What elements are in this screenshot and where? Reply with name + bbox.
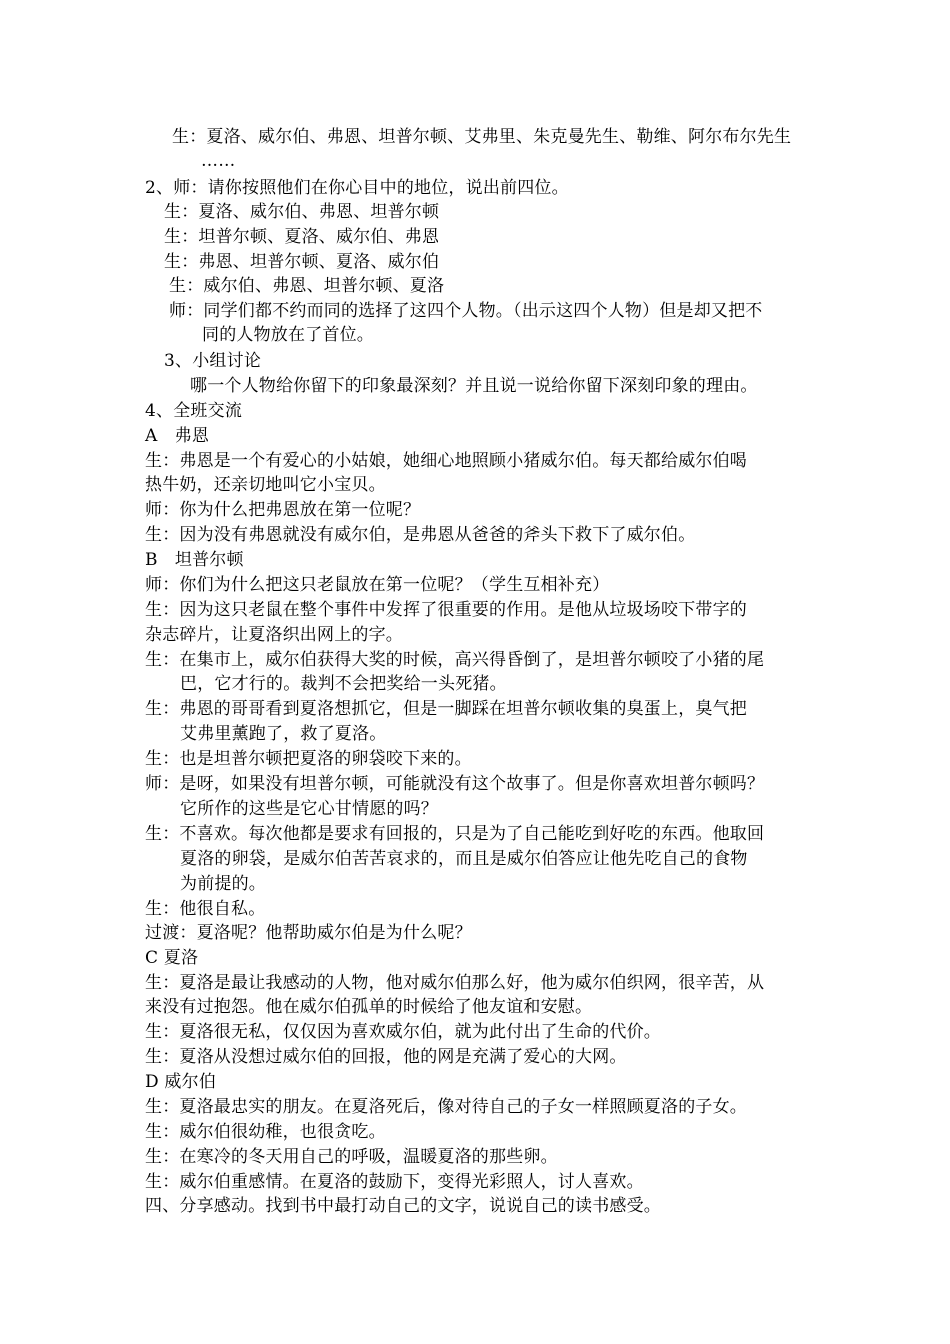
text-line: 生：坦普尔顿、夏洛、威尔伯、弗恩 [164, 227, 440, 247]
text-line: 生：因为没有弗恩就没有威尔伯，是弗恩从爸爸的斧头下救下了威尔伯。 [145, 525, 696, 545]
text-line: 生：威尔伯、弗恩、坦普尔顿、夏洛 [169, 276, 445, 296]
text-line: 师：是呀，如果没有坦普尔顿，可能就没有这个故事了。但是你喜欢坦普尔顿吗？ [145, 774, 765, 794]
text-line: 生：威尔伯重感情。在夏洛的鼓励下，变得光彩照人，讨人喜欢。 [145, 1172, 644, 1192]
text-line: 杂志碎片，让夏洛织出网上的字。 [145, 625, 403, 645]
text-line: 它所作的这些是它心甘情愿的吗？ [180, 799, 438, 819]
text-line: 生：在寒冷的冬天用自己的呼吸，温暖夏洛的那些卵。 [145, 1147, 558, 1167]
sub-heading: A 弗恩 [145, 426, 210, 446]
text-line: 生：也是坦普尔顿把夏洛的卵袋咬下来的。 [145, 749, 472, 769]
text-line: 夏洛的卵袋，是威尔伯苦苦哀求的，而且是威尔伯答应让他先吃自己的食物 [180, 849, 748, 869]
text-line: 生：不喜欢。每次他都是要求有回报的，只是为了自己能吃到好吃的东西。他取回 [145, 824, 765, 844]
text-line: 生：夏洛是最让我感动的人物，他对威尔伯那么好，他为威尔伯织网，很辛苦，从 [145, 973, 765, 993]
text-line: 艾弗里薰跑了，救了夏洛。 [180, 724, 387, 744]
section-heading: 4、全班交流 [145, 401, 243, 421]
text-line: 师：你们为什么把这只老鼠放在第一位呢？（学生互相补充） [145, 575, 610, 595]
text-line: 生：他很自私。 [145, 899, 266, 919]
text-line: 哪一个人物给你留下的印象最深刻？并且说一说给你留下深刻印象的理由。 [190, 376, 758, 396]
text-line: 热牛奶，还亲切地叫它小宝贝。 [145, 475, 386, 495]
text-line: 生：弗恩的哥哥看到夏洛想抓它，但是一脚踩在坦普尔顿收集的臭蛋上，臭气把 [145, 699, 747, 719]
sub-heading: B 坦普尔顿 [145, 550, 244, 570]
section-heading: 四、分享感动。找到书中最打动自己的文字，说说自己的读书感受。 [145, 1196, 661, 1216]
text-line: 为前提的。 [180, 874, 266, 894]
text-line: 生：夏洛、威尔伯、弗恩、坦普尔顿、艾弗里、朱克曼先生、勒维、阿尔布尔先生 [172, 127, 792, 147]
text-line: …… [201, 151, 236, 171]
text-line: 生：因为这只老鼠在整个事件中发挥了很重要的作用。是他从垃圾场咬下带字的 [145, 600, 747, 620]
text-line: 生：夏洛最忠实的朋友。在夏洛死后，像对待自己的子女一样照顾夏洛的子女。 [145, 1097, 747, 1117]
section-heading: 3、小组讨论 [164, 351, 262, 371]
text-line: 生：夏洛从没想过威尔伯的回报，他的网是充满了爱心的大网。 [145, 1047, 627, 1067]
text-line: 生：夏洛、威尔伯、弗恩、坦普尔顿 [164, 202, 440, 222]
text-line: 同的人物放在了首位。 [202, 325, 374, 345]
sub-heading: D 威尔伯 [145, 1072, 217, 1092]
text-line: 生：在集市上，威尔伯获得大奖的时候，高兴得昏倒了，是坦普尔顿咬了小猪的尾 [145, 650, 765, 670]
text-line: 师：同学们都不约而同的选择了这四个人物。（出示这四个人物）但是却又把不 [169, 301, 763, 321]
text-line: 师：你为什么把弗恩放在第一位呢？ [145, 500, 421, 520]
text-line: 来没有过抱怨。他在威尔伯孤单的时候给了他友谊和安慰。 [145, 997, 593, 1017]
text-line: 2、师：请你按照他们在你心目中的地位，说出前四位。 [145, 178, 569, 198]
text-line: 巴，它才行的。裁判不会把奖给一头死猪。 [180, 674, 507, 694]
text-line: 生：威尔伯很幼稚，也很贪吃。 [145, 1122, 386, 1142]
text-line: 生：弗恩、坦普尔顿、夏洛、威尔伯 [164, 252, 440, 272]
text-line: 生：弗恩是一个有爱心的小姑娘，她细心地照顾小猪威尔伯。每天都给威尔伯喝 [145, 451, 747, 471]
text-line: 过渡：夏洛呢？他帮助威尔伯是为什么呢？ [145, 923, 472, 943]
text-line: 生：夏洛很无私，仅仅因为喜欢威尔伯，就为此付出了生命的代价。 [145, 1022, 661, 1042]
sub-heading: C 夏洛 [145, 948, 199, 968]
